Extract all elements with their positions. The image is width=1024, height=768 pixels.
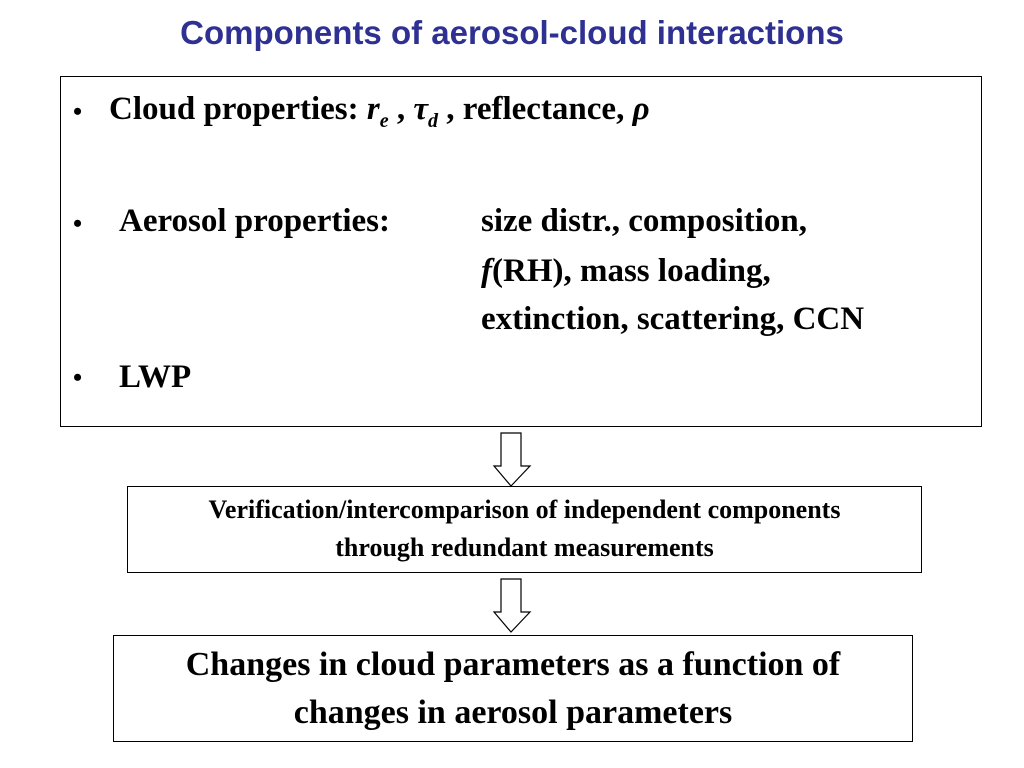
slide-title: Components of aerosol-cloud interactions bbox=[180, 14, 844, 51]
tau-symbol: τ bbox=[413, 91, 429, 127]
aerosol-line-3: extinction, scattering, CCN bbox=[481, 301, 865, 337]
conclusion-box bbox=[113, 635, 913, 742]
cloud-properties-label: Cloud properties: bbox=[109, 91, 359, 127]
verification-box bbox=[127, 486, 922, 573]
comma: , bbox=[388, 91, 406, 127]
verification-line-2: through redundant measurements bbox=[335, 533, 714, 562]
aerosol-properties-label: Aerosol properties: bbox=[119, 203, 390, 239]
conclusion-line-1: Changes in cloud parameters as a function of bbox=[185, 646, 841, 683]
reflectance-text: , reflectance, bbox=[438, 91, 625, 127]
conclusion-line-2: changes in aerosol parameters bbox=[293, 694, 733, 731]
down-arrow-icon bbox=[492, 432, 532, 488]
bullet: • bbox=[73, 209, 83, 238]
down-arrow-icon bbox=[492, 578, 532, 634]
bullet: • bbox=[73, 97, 83, 126]
aerosol-line-2-rest: (RH), mass loading, bbox=[492, 253, 771, 289]
cloud-properties-line bbox=[109, 89, 650, 141]
re-symbol: r bbox=[366, 91, 380, 127]
verification-line-1: Verification/intercomparison of independent components bbox=[208, 495, 841, 524]
aerosol-line-1: size distr., composition, bbox=[481, 203, 808, 239]
f-symbol: f bbox=[481, 253, 492, 289]
bullet: • bbox=[73, 363, 83, 392]
aerosol-line-2 bbox=[481, 251, 771, 291]
properties-box bbox=[60, 76, 982, 427]
lwp-label: LWP bbox=[119, 359, 192, 395]
rho-symbol: ρ bbox=[632, 91, 650, 127]
tau-subscript: d bbox=[428, 110, 439, 132]
re-subscript: e bbox=[379, 110, 389, 132]
